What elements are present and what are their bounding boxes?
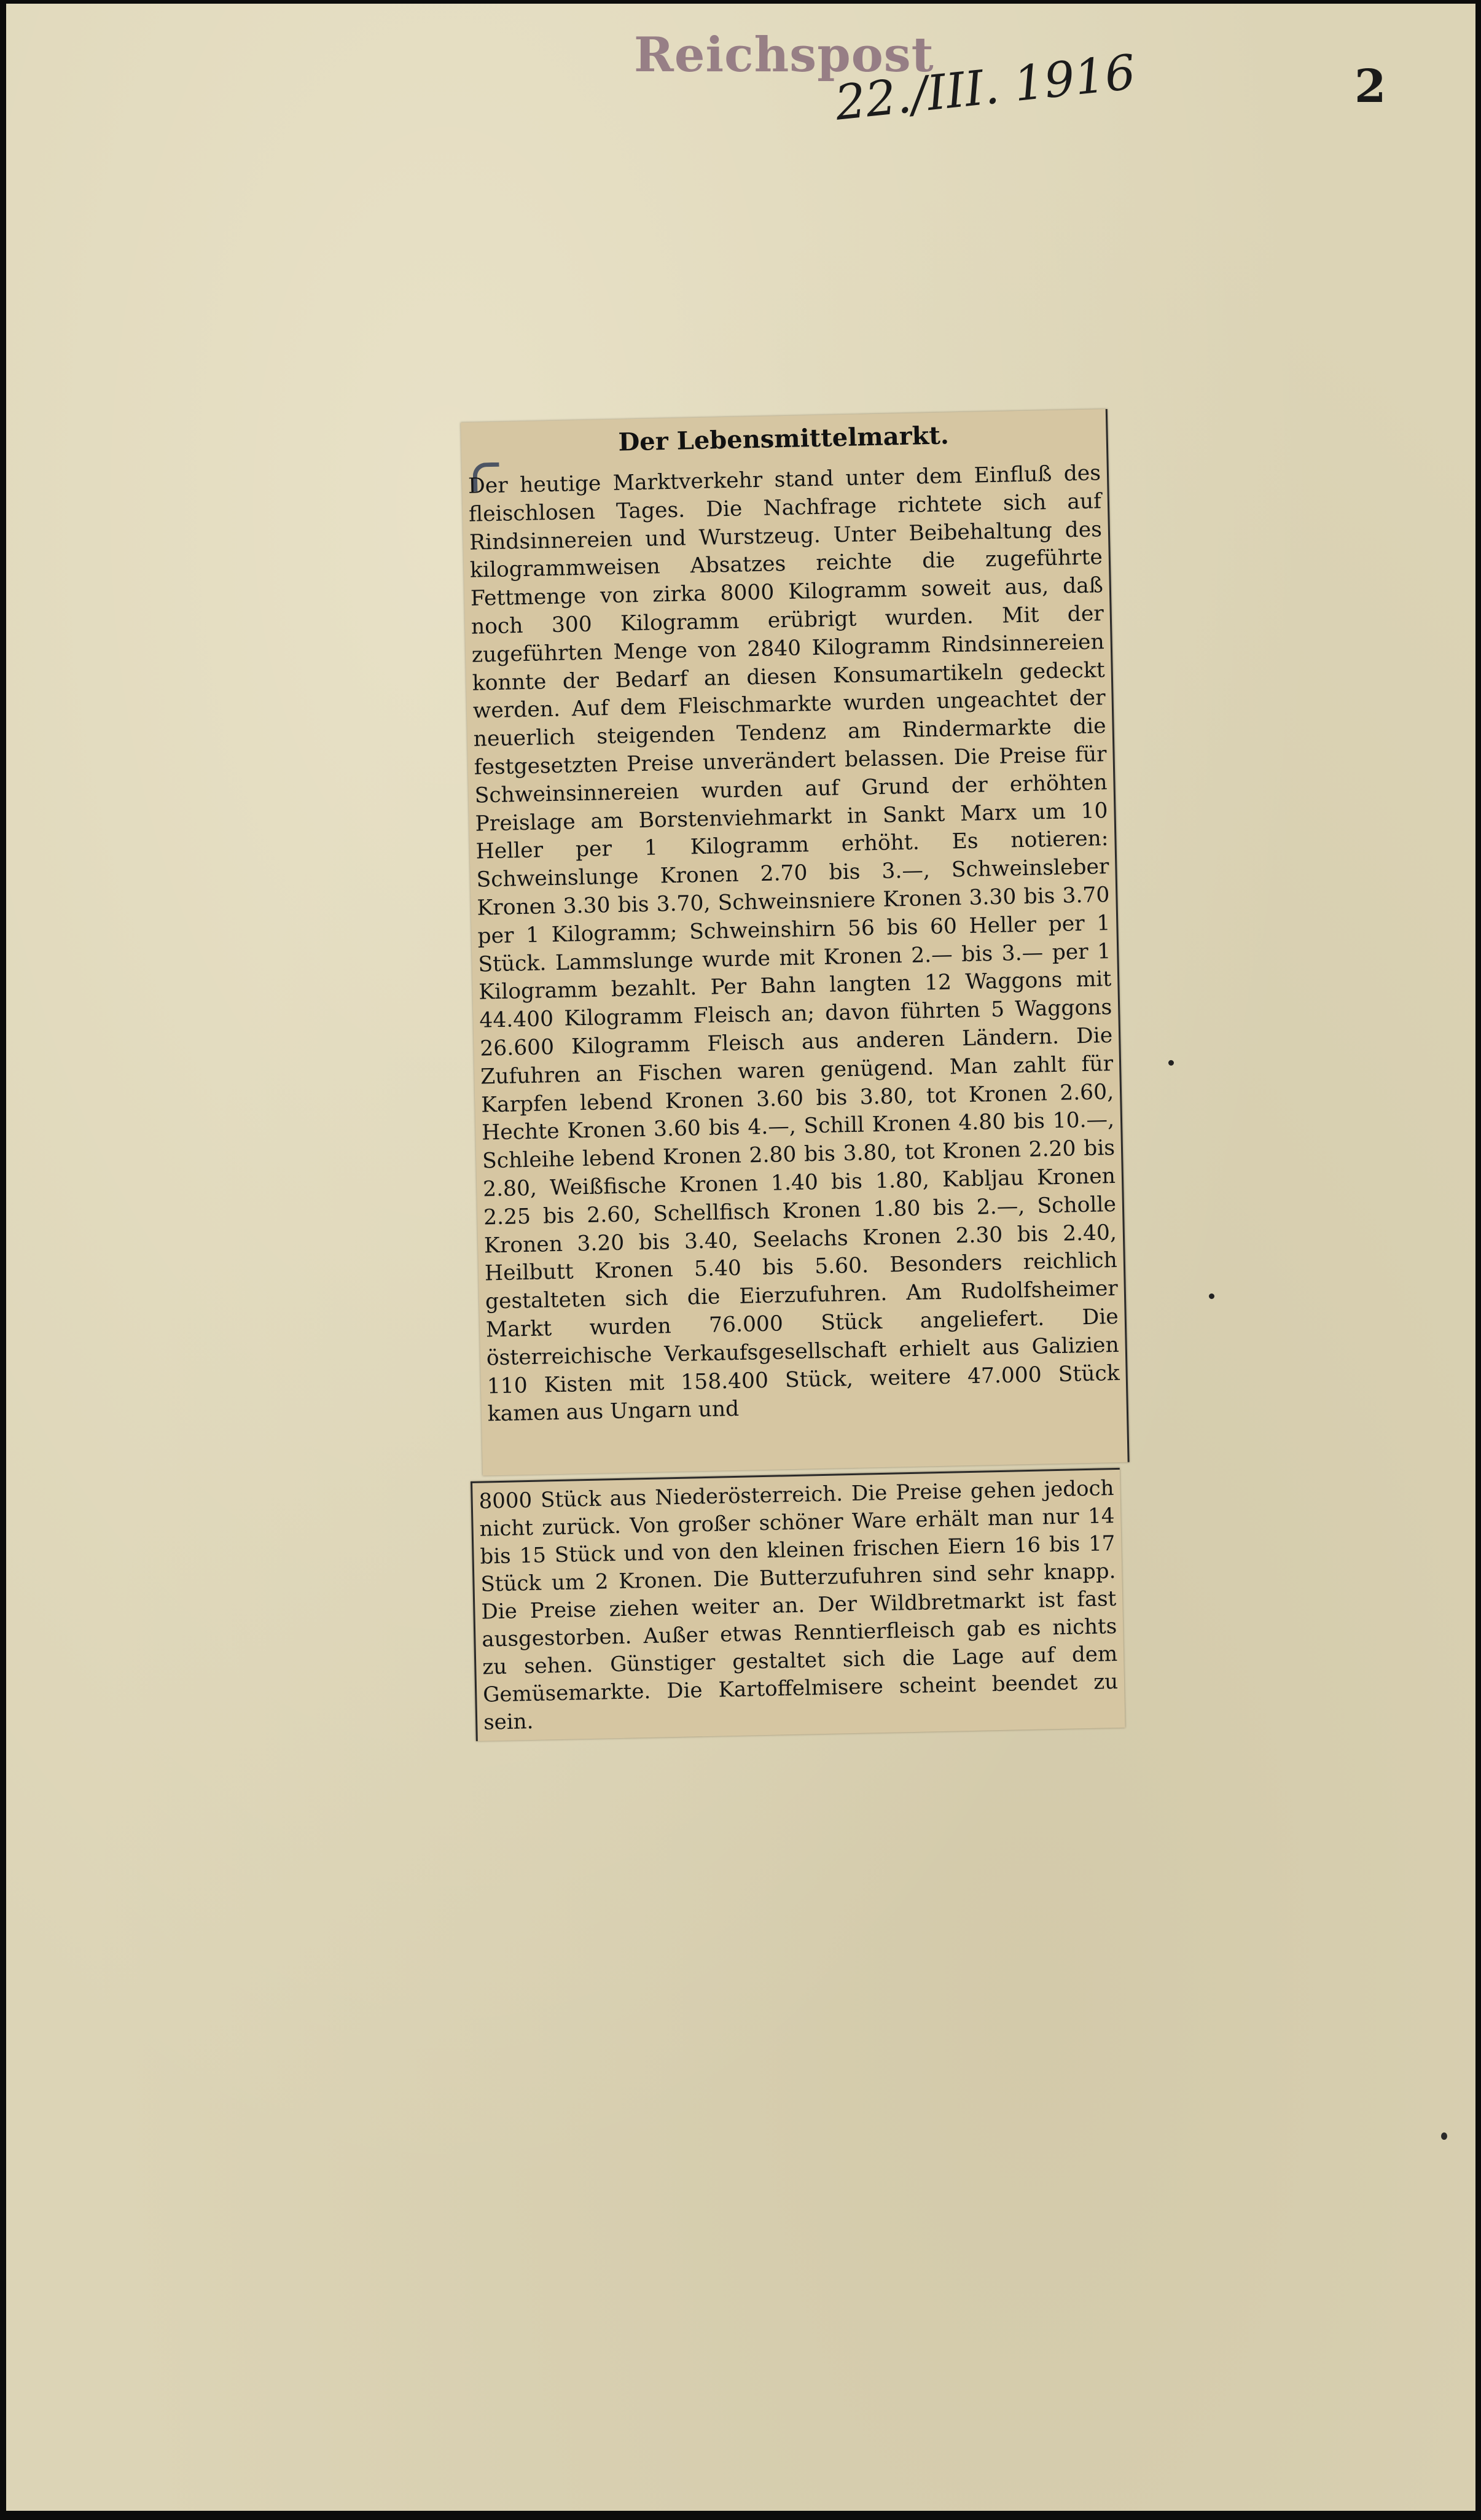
newspaper-stamp: Reichspost	[634, 27, 934, 83]
archive-sheet	[6, 4, 1475, 2511]
speck-dot	[1209, 1293, 1214, 1299]
pin-hole	[1441, 2132, 1447, 2140]
speck-dot	[1168, 1060, 1174, 1066]
article-body-part1: Der heutige Marktverkehr stand unter dem Einfluß des fleischlosen Tages. Die Nachfrage richtete sich auf Rindsinnereien und Wurstzeug. Unter Beibehaltung des kilogrammweisen Absatzes reichte die zugeführte Fettmenge von zirka 8000 Kilogramm soweit aus, daß noch 300 Kilogramm erübrigt wurden. Mit der zugeführten Menge von 2840 Kilogramm Rindsinnereien konnte der Bedarf an diesen Konsumartikeln gedeckt werden. Auf dem Fleischmarkte wurden ungeachtet der neuerlich steigenden Tendenz am Rindermarkte die festgesetzten Preise unverändert belassen. Die Preise für Schweinsinnereien wurden auf Grund der erhöhten Preislage am Borstenviehmarkt in Sankt Marx um 10 Heller per 1 Kilogramm erhöht. Es notieren: Schweinslunge Kronen 2.70 bis 3.—, Schweinsleber Kronen 3.30 bis 3.70, Schweinsniere Kronen 3.30 bis 3.70 per 1 Kilogramm; Schweinshirn 56 bis 60 Heller per 1 Stück. Lammslunge wurde mit Kronen 2.— bis 3.— per 1 Kilogramm bezahlt. Per Bahn langten 12 Waggons mit 44.400 Kilogramm Fleisch an; davon führten 5 Waggons 26.600 Kilogramm Fleisch aus anderen Ländern. Die Zufuhren an Fischen waren genügend. Man zahlt für Karpfen lebend Kronen 3.60 bis 3.80, tot Kronen 2.60, Hechte Kronen 3.60 bis 4.—, Schill Kronen 4.80 bis 10.—, Schleihe lebend Kronen 2.80 bis 3.80, tot Kronen 2.20 bis 2.80, Weißfische Kronen 1.40 bis 1.80, Kabljau Kronen 2.25 bis 2.60, Schellfisch Kronen 1.80 bis 2.—, Scholle Kronen 3.20 bis 3.40, Seelachs Kronen 2.30 bis 2.40, Heilbutt Kronen 5.40 bis 5.60. Besonders reichlich gestalteten sich die Eierzufuhren. Am Rudolfsheimer Markt wurden 76.000 Stück angeliefert. Die österreichische Verkaufsgesellschaft erhielt aus Galizien 110 Kisten mit 158.400 Stück, weitere 47.000 Stück kamen aus Ungarn und	[467, 461, 1120, 1427]
handwritten-date: 22./III. 1916	[832, 44, 1138, 131]
newspaper-clipping-part1	[461, 409, 1130, 1476]
article-body-part2: 8000 Stück aus Niederösterreich. Die Preise gehen jedoch nicht zurück. Von großer schöner Ware erhält man nur 14 bis 15 Stück und von den kleinen frischen Eiern 16 bis 17 Stück um 2 Kronen. Die Butterzufuhren sind sehr knapp. Die Preise ziehen weiter an. Der Wildbretmarkt ist fast ausgestorben. Außer etwas Renntierfleisch gab es nichts zu sehen. Günstiger gestaltet sich die Lage auf dem Gemüsemarkte. Die Kartoffelmisere scheint beendet zu sein.	[479, 1476, 1119, 1735]
article-title: Der Lebensmittelmarkt.	[618, 421, 950, 457]
page-number: 2	[1354, 60, 1386, 113]
newspaper-clipping-part2	[471, 1468, 1125, 1741]
